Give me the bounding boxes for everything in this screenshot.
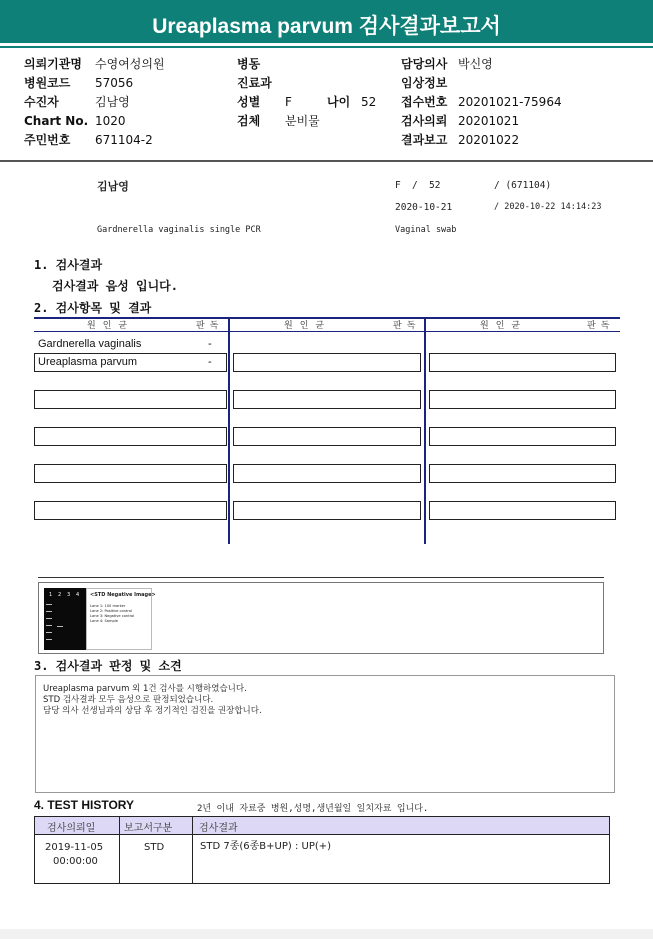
gel-lane-number: 2 bbox=[58, 592, 62, 598]
results-grid-divider bbox=[228, 319, 230, 544]
info-label: 검사의뢰 bbox=[401, 114, 448, 128]
sample-test-name: Gardnerella vaginalis single PCR bbox=[97, 225, 261, 235]
gel-lane-number: 1 bbox=[49, 592, 53, 598]
result-cell bbox=[34, 390, 227, 409]
info-label: 병동 bbox=[237, 57, 261, 71]
history-row-type: STD bbox=[144, 842, 165, 853]
info-label: 병원코드 bbox=[24, 76, 71, 90]
gel-band bbox=[46, 625, 52, 626]
gel-lane-number: 3 bbox=[67, 592, 71, 598]
result-row-value: - bbox=[208, 356, 212, 368]
sample-report-datetime: / 2020-10-22 14:14:23 bbox=[494, 202, 602, 212]
history-row-date: 2019-11-05 bbox=[45, 842, 104, 853]
gel-band bbox=[46, 611, 52, 612]
results-grid-divider bbox=[424, 319, 426, 544]
section1-title: 1. 검사결과 bbox=[34, 258, 103, 272]
report-title: Ureaplasma parvum 검사결과보고서 bbox=[0, 0, 653, 46]
info-label: 의뢰기관명 bbox=[24, 57, 82, 71]
gel-legend-line: Lane 2: Positive control bbox=[90, 609, 132, 613]
history-row-time: 00:00:00 bbox=[53, 856, 98, 867]
info-value: 20201021-75964 bbox=[458, 95, 562, 109]
result-row-organism: Ureaplasma parvum bbox=[38, 356, 138, 368]
info-value-age: 52 bbox=[361, 95, 377, 109]
section1-result-text: 검사결과 음성 입니다. bbox=[52, 279, 179, 293]
section2-title: 2. 검사항목 및 결과 bbox=[34, 301, 152, 315]
info-col-ward bbox=[237, 55, 376, 131]
info-label: 결과보고 bbox=[401, 133, 448, 147]
info-label: 성별 bbox=[237, 95, 261, 109]
result-cell bbox=[429, 427, 616, 446]
header-organism: 원인균 bbox=[87, 321, 135, 331]
result-row-organism: Gardnerella vaginalis bbox=[38, 338, 142, 350]
sample-patient-name: 김남영 bbox=[97, 180, 129, 193]
gel-legend-line: Lane 3: Negative control bbox=[90, 614, 135, 618]
info-divider bbox=[0, 160, 653, 162]
result-cell bbox=[34, 427, 227, 446]
title-underline bbox=[0, 46, 653, 48]
info-value: 박신영 bbox=[458, 57, 493, 71]
gel-legend-line: Lane 1: 100 marker bbox=[90, 604, 126, 608]
sample-age: 52 bbox=[429, 180, 441, 191]
info-label: 주민번호 bbox=[24, 133, 71, 147]
result-cell bbox=[429, 353, 616, 372]
sample-received-date: 2020-10-21 bbox=[395, 202, 453, 213]
info-value: 20201021 bbox=[458, 114, 520, 128]
result-cell bbox=[429, 501, 616, 520]
gel-band bbox=[46, 632, 52, 633]
result-cell bbox=[233, 390, 421, 409]
history-col-divider bbox=[192, 817, 193, 883]
gel-legend-title: <STD Negative Image> bbox=[90, 592, 156, 598]
results-grid-header-rule bbox=[34, 331, 620, 332]
image-top-rule bbox=[38, 577, 604, 578]
result-cell bbox=[429, 464, 616, 483]
finding-line: 담당 의사 선생님과의 상담 후 정기적인 검진을 권장합니다. bbox=[43, 706, 262, 716]
section3-title: 3. 검사결과 판정 및 소견 bbox=[34, 659, 182, 673]
sample-specimen: Vaginal swab bbox=[395, 225, 457, 235]
header-organism: 원인균 bbox=[480, 321, 528, 331]
info-value: 분비물 bbox=[285, 114, 320, 128]
info-col-institution bbox=[24, 55, 165, 150]
info-value: 1020 bbox=[95, 114, 126, 128]
gel-lane-number: 4 bbox=[76, 592, 80, 598]
result-cell bbox=[233, 464, 421, 483]
gel-band bbox=[46, 604, 52, 605]
header-result: 판독 bbox=[587, 321, 615, 331]
info-label-age: 나이 bbox=[327, 95, 351, 109]
info-col-doctor bbox=[401, 55, 562, 150]
result-cell bbox=[429, 390, 616, 409]
section4-title: 4. TEST HISTORY bbox=[34, 798, 135, 812]
result-row-value: - bbox=[208, 338, 212, 350]
gel-legend-line: Lane 4: Sample bbox=[90, 619, 118, 623]
info-value: 수영여성의원 bbox=[95, 57, 165, 71]
info-value: 57056 bbox=[95, 76, 134, 90]
sample-sex: F bbox=[395, 180, 401, 191]
info-label: 임상정보 bbox=[401, 76, 448, 90]
history-note: 2년 이내 자료중 병원,성명,생년월일 일치자료 입니다. bbox=[197, 804, 429, 814]
history-header-type: 보고서구분 bbox=[124, 823, 173, 834]
history-col-divider bbox=[119, 817, 120, 883]
result-cell bbox=[233, 501, 421, 520]
info-value: 671104-2 bbox=[95, 133, 153, 147]
history-table-header bbox=[35, 817, 609, 834]
gel-band bbox=[46, 639, 52, 640]
header-result: 판독 bbox=[196, 321, 224, 331]
page-footer-bar bbox=[0, 929, 653, 939]
sample-separator: / bbox=[412, 180, 418, 191]
header-result: 판독 bbox=[393, 321, 421, 331]
info-label: Chart No. bbox=[24, 114, 89, 128]
result-cell bbox=[233, 353, 421, 372]
result-cell bbox=[34, 464, 227, 483]
gel-band bbox=[57, 626, 63, 627]
info-label: 접수번호 bbox=[401, 95, 448, 109]
info-value: 20201022 bbox=[458, 133, 520, 147]
finding-line: STD 검사결과 모두 음성으로 판정되었습니다. bbox=[43, 695, 214, 705]
info-value: F bbox=[285, 95, 292, 109]
header-organism: 원인균 bbox=[284, 321, 332, 331]
result-cell bbox=[34, 501, 227, 520]
result-cell bbox=[233, 427, 421, 446]
gel-band bbox=[46, 618, 52, 619]
history-header-rule bbox=[35, 834, 609, 835]
history-row-result: STD 7종(6종B+UP) : UP(+) bbox=[200, 841, 332, 852]
sample-id: / (671104) bbox=[494, 180, 552, 191]
info-value: 김남영 bbox=[95, 95, 130, 109]
history-header-result: 검사결과 bbox=[199, 823, 238, 834]
info-label: 담당의사 bbox=[401, 57, 448, 71]
info-label: 검체 bbox=[237, 114, 261, 128]
finding-line: Ureaplasma parvum 외 1건 검사를 시행하였습니다. bbox=[43, 684, 247, 694]
info-label: 수진자 bbox=[24, 95, 59, 109]
history-header-date: 검사의뢰일 bbox=[47, 823, 96, 834]
info-label: 진료과 bbox=[237, 76, 272, 90]
